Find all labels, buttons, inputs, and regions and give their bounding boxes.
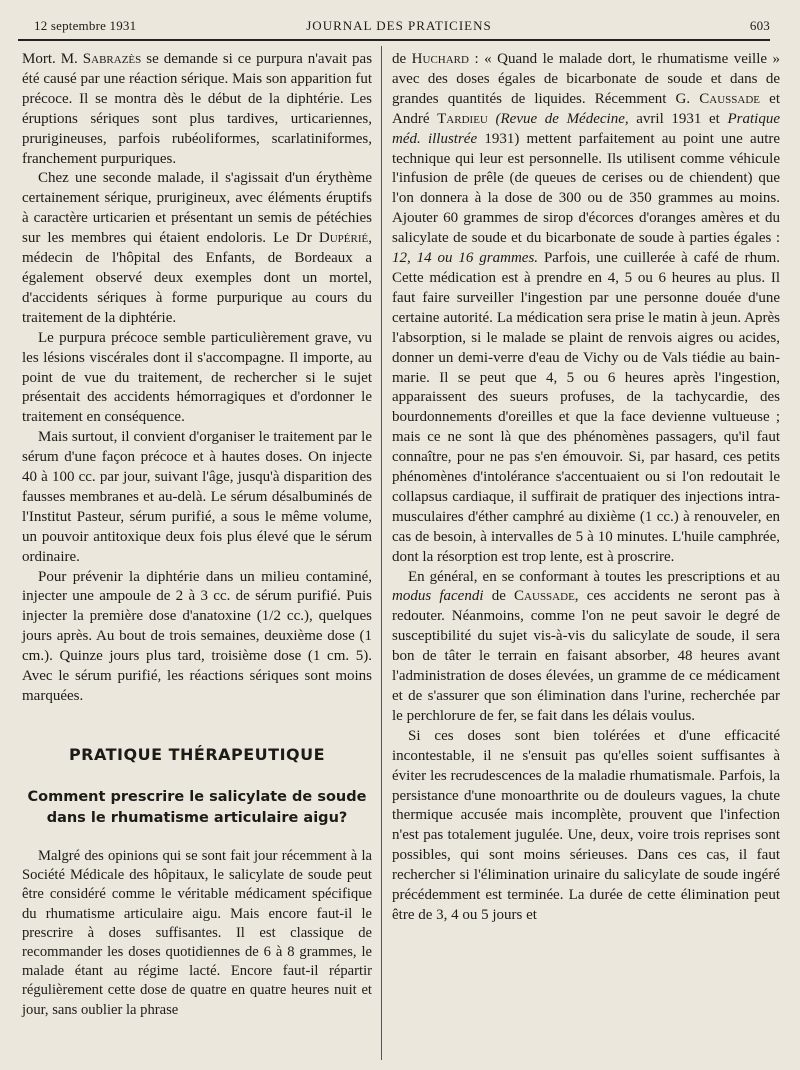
dose-values: 12, 14 ou 16 grammes. <box>392 250 539 267</box>
section-title: PRATIQUE THÉRAPEUTIQUE <box>68 744 326 764</box>
right-column <box>392 50 780 926</box>
paragraph: Chez une seconde malade, il s'agissait d'un érythème certainement sérique, prurigineux, avec éléments éruptifs à caractère urticarien et présentant un semis de pétéchies sur les membres qui étaient endoloris. Le Dr Dupérié, médecin de l'hôpital des Enfants, de Bordeaux a également observé deux exemples dont un mortel, d'accidents sériques à forme purpurique au cours du traitement de la diphtérie. <box>22 170 372 326</box>
author-name: Sabrazès <box>82 51 142 67</box>
paragraph: Si ces doses sont bien tolérées et d'une efficacité incontestable, il ne s'ensuit pas qu'elles soient suffisantes à éviter les recrudescences de la maladie rhumatismale. Parfois, la persistance d'une monoarthrite ou de douleurs vagues, la chute thermique accusée mais incomplète, prouvent que l'infection n'est pas totalement jugulée. Une, deux, voire trois reprises sont possibles, qui sont moins sérieuses. Dans ces cas, il faut rechercher si l'élimination urinaire du salicylate de soude ingéré précédemment est terminée. La durée de cette élimination peut être de 3, 4 ou 5 jours et <box>392 727 780 923</box>
author-name: Huchard <box>411 51 469 67</box>
paragraph: En général, en se conformant à toutes les prescriptions et au modus facendi de Caussade, ces accidents ne seront pas à redouter. Néanmoins, comme l'on ne peut savoir le degré de susceptibilité du sujet vis-à-vis du salicylate de soude, il sera bon de tâter le terrain en faisant absorber, 48 heures avant l'administration de doses élevées, un gramme de ce médicament et de s'assurer que son élimination dans l'urine, recherchée par le perchlorure de fer, se fait dans les délais voulus. <box>392 568 781 724</box>
paragraph: Mort. M. Sabrazès se demande si ce purpura n'avait pas été causé par une réaction sérique. Mais son apparition fut précoce. Il se montra dès le début de la diphtérie. Les éruptions sériques sont plus tardives, urticariennes, prurigineuses, parfois rubéoliformes, scarlatiniformes, franchement purpuriques. <box>22 51 373 167</box>
journal-citation: (Revue de Médecine, <box>495 110 629 127</box>
column-divider <box>381 46 382 1060</box>
author-name: Tardieu <box>437 110 488 127</box>
journal-citation: Pratique méd. illustrée <box>392 110 780 147</box>
page-number: 603 <box>749 18 770 33</box>
paragraph: de Huchard : « Quand le malade dort, le rhumatisme veille » avec des doses égales de bicarbonate de soude et dans de grandes quantités de liquides. Récemment G. Caussade et André Tardieu (Revue de Médecine, avril 1931 et Pratique méd. illustrée 1931) mettent parfaitement au point une autre technique qui leur est personnelle. Ils utilisent comme véhicule l'infusion de prêle (de queues de cerises ou de chiendent) que l'on donnera à la dose de 300 ou de 350 grammes au moins. Ajouter 60 grammes de sirop d'écorces d'oranges amères et du salicylate de soude et du bicarbonate de soude à parties égales : 12, 14 ou 16 grammes. Parfois, une cuillerée à café de rhum. Cette médication est à prendre en 4, 5 ou 6 heures au plus. Il faut faire surveiller l'ingestion par une personne douée d'une certaine autorité. La médication sera prise le matin à jeun. Après l'absorption, si le malade se plaint de renvois aigres ou acides, donner un demi-verre d'eau de Vichy ou de Vals tiédie au bain-marie. Il se peut que 4, 5 ou 6 heures après l'ingestion, apparaissent des sueurs profuses, de la tachycardie, des bourdonnements d'oreilles et que la face devienne vultueuse ; mais ce ne sont là que des phénomènes passagers, qu'il faut connaître, pour ne pas s'en émouvoir. Si, par hasard, ces petits phénomènes d'intolérance s'accentuaient ou si l'on redoutait le collapsus cardiaque, il suffirait de pratiquer des injections intra-musculaires d'éther camphré au dixième (1 cc.) à renouveler, en cas de besoin, à intervalles de 5 à 10 minutes. L'huile camphrée, dont la résorption est trop lente, est à proscrire. <box>392 51 781 565</box>
author-name: Dupérié <box>318 230 369 247</box>
author-name: Caussade <box>514 588 575 605</box>
journal-title: JOURNAL DES PRATICIENS <box>306 18 492 33</box>
paragraph: Pour prévenir la diphtérie dans un milieu contaminé, injecter une ampoule de 2 à 3 cc. de sérum purifié. Puis injecter la première dose d'anatoxine (1/2 cc.), quelques jours après. Au bout de trois semaines, deuxième dose (1 cm.). Quinze jours plus tard, troisième dose (1 cm. 5). Avec le sérum purifié, les réactions sériques sont moins marquées. <box>22 568 372 704</box>
article-title: Comment prescrire le salicylate de soude dans le rhumatisme articulaire aigu? <box>27 788 367 826</box>
paragraph: Malgré des opinions qui se sont fait jour récemment à la Société Médicale des hôpitaux, le salicylate de soude peut être considéré comme le véritable médicament spécifique du rhumatisme articulaire aigu. Mais encore faut-il le prescrire à doses suffisantes. Il est classique de recommander les doses quotidiennes de 6 à 8 grammes, le malade étant au régime lacté. Encore faut-il répartir régulièrement cette dose de quatre en quatre heures nuit et jour, sans oublier la phrase <box>22 847 372 1018</box>
header-rule <box>18 39 770 41</box>
paragraph: Mais surtout, il convient d'organiser le traitement par le sérum d'une façon précoce et à hautes doses. On injecte 40 à 100 cc. par jour, suivant l'âge, jusqu'à disparition des fausses membranes et au-delà. Le sérum désalbuminés de l'Institut Pasteur, sérum purifié, a sous le même volume, un pouvoir antitoxique deux fois plus élevé que le sérum ordinaire. <box>22 429 372 565</box>
page-header <box>28 16 770 38</box>
latin-term: modus facendi <box>392 588 484 605</box>
left-column <box>22 50 372 1020</box>
author-name: Caussade <box>699 90 761 107</box>
paragraph: Le purpura précoce semble particulièrement grave, vu les lésions viscérales dont il s'accompagne. Il importe, au point de vue du traitement, de rechercher si le sujet présentait des accidents hémorragiques et d'ordonner le traitement en conséquence. <box>22 329 372 426</box>
issue-date: 12 septembre 1931 <box>34 18 137 33</box>
